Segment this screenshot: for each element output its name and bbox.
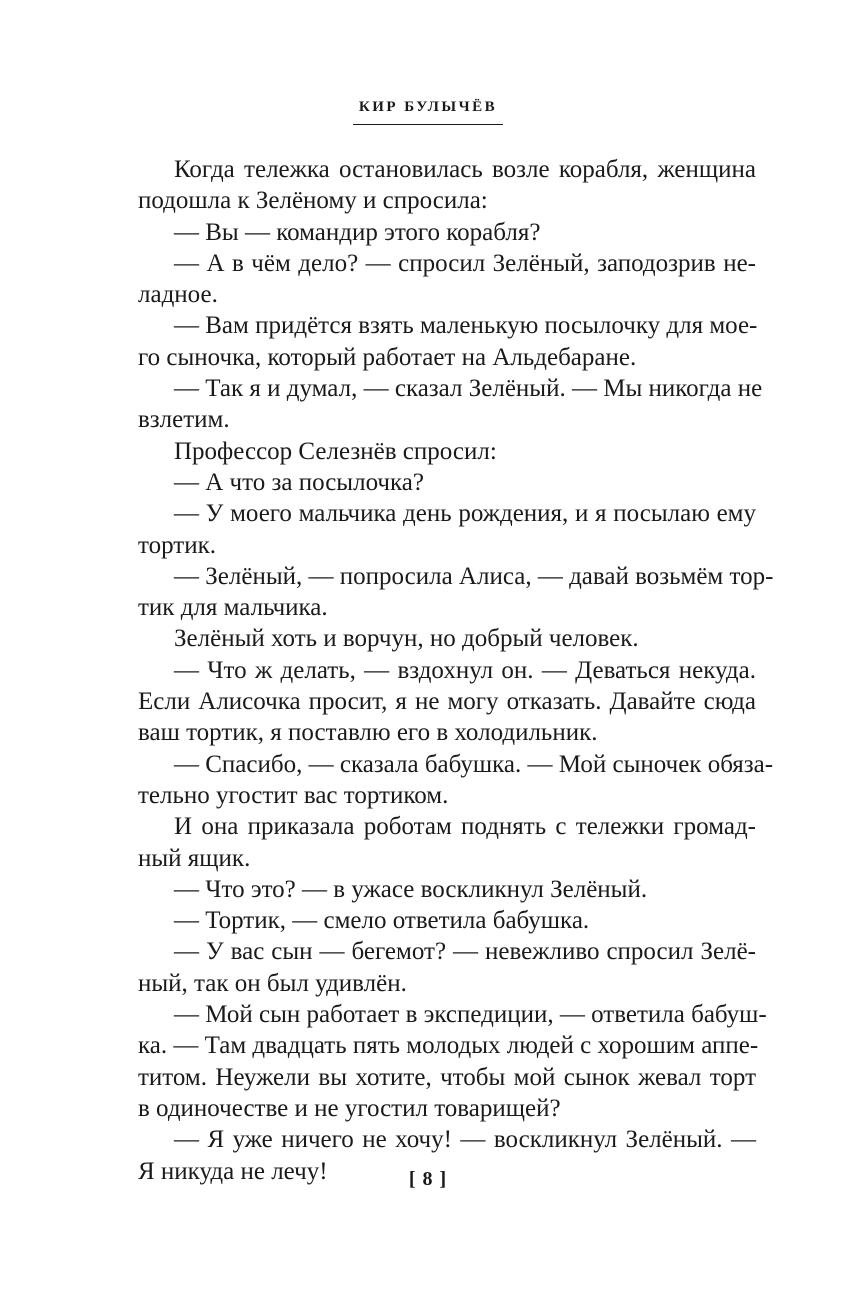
text-line: — Что это? — в ужасе воскликнул Зелёный.: [174, 875, 648, 903]
text-line: — Спасибо, — сказала бабушка. — Мой сыночек обяза-: [174, 750, 774, 778]
running-head: [0, 98, 856, 125]
text-line: Профессор Селезнёв спросил:: [174, 437, 497, 465]
text-line: ладное.: [138, 281, 218, 309]
text-line: ный ящик.: [138, 844, 251, 872]
text-line: Зелёный хоть и ворчун, но добрый человек.: [174, 625, 639, 653]
text-line: титом. Неужели вы хотите, чтобы мой сынок жевал торт: [138, 1063, 756, 1091]
text-line: — У вас сын — бегемот? — невежливо спросил Зелё-: [174, 938, 756, 966]
text-line: тельно угостит вас тортиком.: [138, 781, 449, 809]
text-line: ный, так он был удивлён.: [138, 969, 407, 997]
text-line: И она приказала роботам поднять с тележки громад-: [174, 813, 756, 841]
author-name: КИР БУЛЫЧЁВ: [353, 99, 503, 125]
text-line: Я никуда не лечу!: [138, 1157, 328, 1185]
text-line: го сыночка, который работает на Альдебаране.: [138, 343, 637, 371]
text-line: взлетим.: [138, 406, 230, 434]
text-line: — Так я и думал, — сказал Зелёный. — Мы никогда не: [174, 375, 763, 403]
text-line: — У моего мальчика день рождения, и я посылаю ему: [174, 500, 756, 528]
text-line: тортик.: [138, 531, 216, 559]
text-line: — Вам придётся взять маленькую посылочку для мое-: [174, 312, 758, 340]
text-line: ваш тортик, я поставлю его в холодильник.: [138, 719, 598, 747]
text-line: — Зелёный, — попросила Алиса, — давай возьмём тор-: [174, 562, 774, 590]
text-line: — Тортик, — смело ответила бабушка.: [174, 907, 590, 935]
text-line: — Вы — командир этого корабля?: [174, 218, 541, 246]
text-line: подошла к Зелёному и спросила:: [138, 187, 488, 215]
text-line: — А что за посылочка?: [174, 468, 424, 496]
text-line: — Что ж делать, — вздохнул он. — Деваться некуда.: [174, 656, 756, 684]
text-line: Когда тележка остановилась возле корабля, женщина: [174, 156, 756, 183]
text-line: тик для мальчика.: [138, 594, 328, 622]
page-number: [ 8 ]: [408, 1168, 448, 1190]
body-text: [138, 154, 774, 1187]
text-line: ка. — Там двадцать пять молодых людей с хорошим аппе-: [138, 1032, 759, 1060]
text-line: в одиночестве и не угостил товарищей?: [138, 1094, 561, 1122]
text-line: Если Алисочка просит, я не могу отказать. Давайте сюда: [138, 688, 756, 716]
text-line: — Я уже ничего не хочу! — воскликнул Зелёный. —: [174, 1126, 756, 1154]
text-line: — Мой сын работает в экспедиции, — ответила бабуш-: [174, 1001, 767, 1029]
text-line: — А в чём дело? — спросил Зелёный, заподозрив не-: [174, 249, 756, 277]
